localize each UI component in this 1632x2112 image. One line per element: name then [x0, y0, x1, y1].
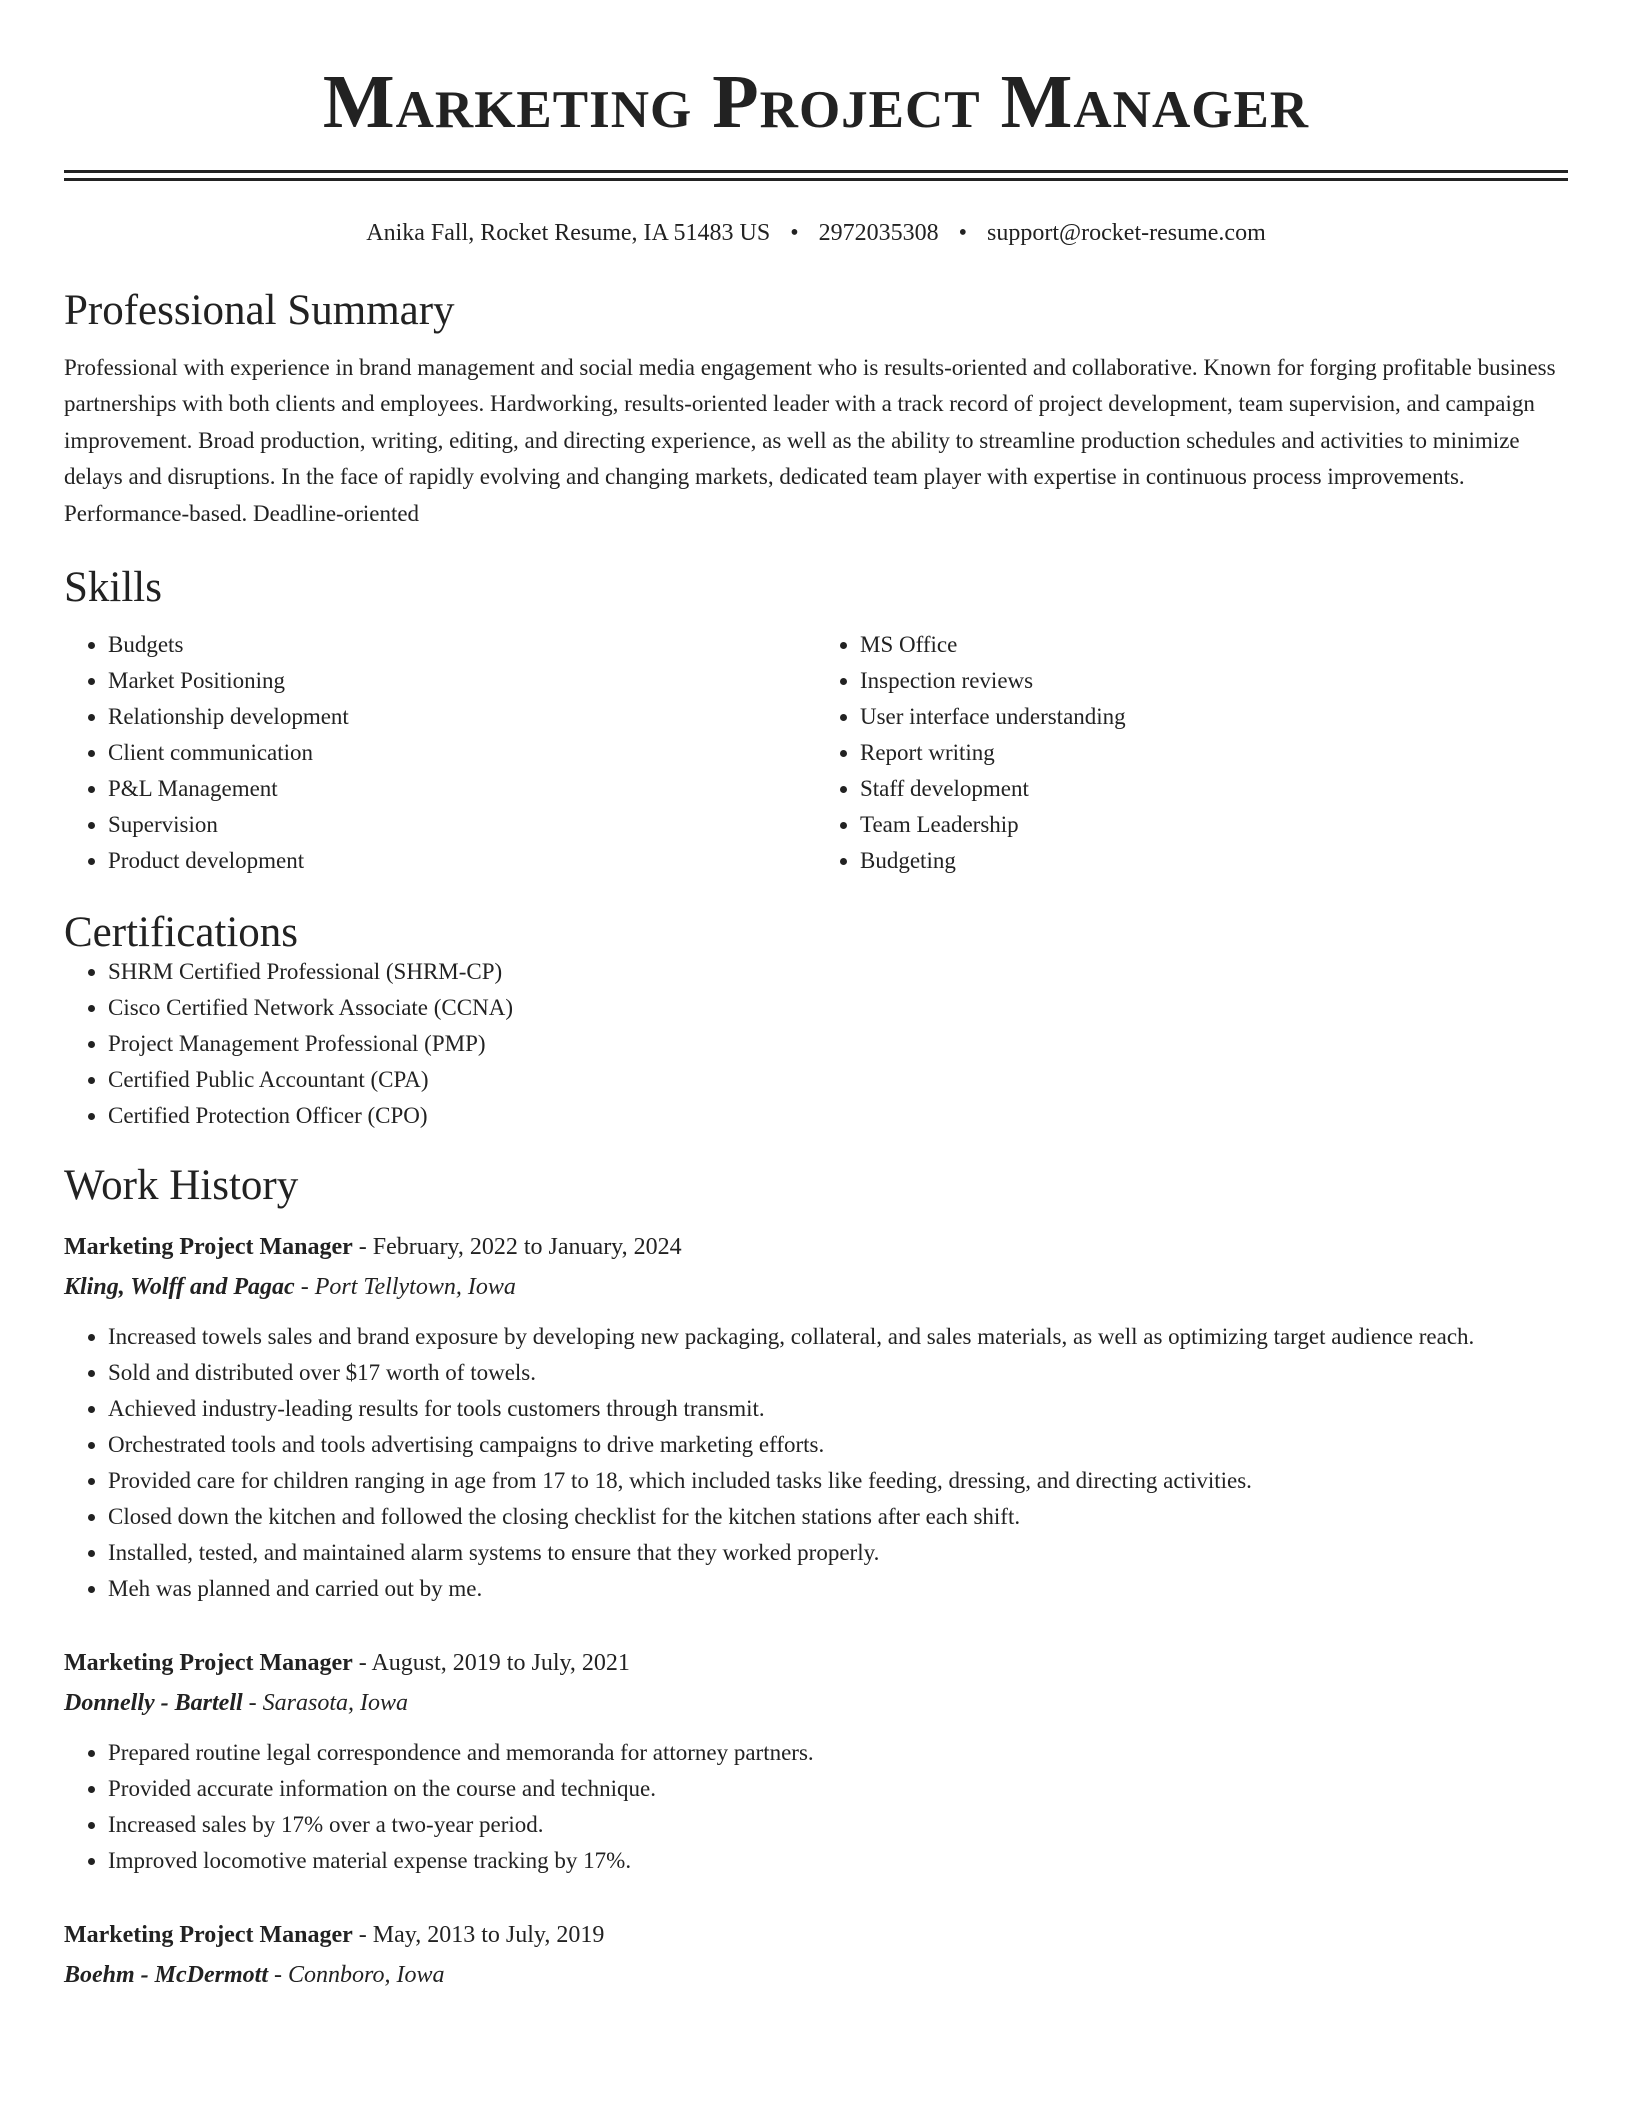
job-dates: May, 2013 to July, 2019 [372, 1922, 605, 1949]
skill-item: • Supervision [108, 807, 816, 843]
skill-item: • Product development [108, 843, 816, 879]
contact-line [64, 217, 1568, 249]
contact-address: Anika Fall, Rocket Resume, IA 51483 US [366, 220, 771, 246]
job-duties [64, 1735, 1568, 1879]
job-duty: • Achieved industry-leading results for tools customers through transmit. [108, 1391, 1568, 1427]
job-title: Marketing Project Manager [64, 1922, 353, 1949]
resume-title: Marketing Project Manager [322, 60, 1310, 144]
certification-item: • Project Management Professional (PMP) [108, 1026, 1568, 1062]
job-location: Port Tellytown, Iowa [314, 1274, 516, 1301]
skill-item: • Relationship development [108, 699, 816, 735]
job-company: Donnelly - Bartell [64, 1690, 243, 1717]
job-duty: • Orchestrated tools and tools advertising campaigns to drive marketing efforts. [108, 1427, 1568, 1463]
job-company-line: Donnelly - Bartell - Sarasota, Iowa [64, 1690, 409, 1717]
certifications-heading: Certifications [64, 909, 299, 957]
job-duty: • Closed down the kitchen and followed the closing checklist for the kitchen stations after each shift. [108, 1499, 1568, 1535]
job-duty: • Provided care for children ranging in age from 17 to 18, which included tasks like feeding, dressing, and directing activities. [108, 1463, 1568, 1499]
job-location: Sarasota, Iowa [262, 1690, 409, 1717]
skill-item: • Client communication [108, 735, 816, 771]
contact-separator: • [790, 220, 799, 246]
certification-item: • Certified Public Accountant (CPA) [108, 1062, 1568, 1098]
certifications-list [64, 954, 1568, 1134]
skills-column-right [816, 627, 1568, 879]
certification-item: • SHRM Certified Professional (SHRM-CP) [108, 954, 1568, 990]
job-title-line: Marketing Project Manager - May, 2013 to July, 2019 [64, 1922, 605, 1949]
work-history-heading: Work History [64, 1162, 299, 1210]
job-duty: • Sold and distributed over $17 worth of towels. [108, 1355, 1568, 1391]
skills-list [64, 627, 1568, 879]
job-title: Marketing Project Manager [64, 1650, 353, 1677]
job-duty: • Increased towels sales and brand exposure by developing new packaging, collateral, and sales materials, as well as optimizing target audience reach. [108, 1319, 1568, 1355]
summary-heading: Professional Summary [64, 287, 455, 334]
job-company-line: Boehm - McDermott - Connboro, Iowa [64, 1962, 445, 1989]
contact-separator: • [958, 220, 968, 246]
skill-item: • MS Office [860, 627, 1568, 663]
skill-item: • User interface understanding [860, 699, 1568, 735]
job-entry [64, 1227, 1568, 1607]
job-location: Connboro, Iowa [288, 1962, 445, 1989]
contact-email: support@rocket-resume.com [987, 220, 1266, 246]
job-company: Boehm - McDermott [64, 1962, 268, 1989]
job-duty: • Meh was planned and carried out by me. [108, 1571, 1568, 1607]
job-entry [64, 1643, 1568, 1879]
certification-item: • Certified Protection Officer (CPO) [108, 1098, 1568, 1134]
divider-line-bottom [64, 178, 1568, 181]
skill-item: • Report writing [860, 735, 1568, 771]
job-duties [64, 1319, 1568, 1607]
job-title-line: Marketing Project Manager - February, 2022 to January, 2024 [64, 1234, 682, 1261]
job-title: Marketing Project Manager [64, 1234, 353, 1261]
job-entry [64, 1915, 1568, 1995]
skill-item: • Staff development [860, 771, 1568, 807]
skill-item: • Team Leadership [860, 807, 1568, 843]
contact-phone: 2972035308 [818, 220, 939, 246]
skill-item: • P&L Management [108, 771, 816, 807]
job-duty: • Provided accurate information on the course and technique. [108, 1771, 1568, 1807]
job-duty: • Prepared routine legal correspondence and memoranda for attorney partners. [108, 1735, 1568, 1771]
job-duty: • Improved locomotive material expense tracking by 17%. [108, 1843, 1568, 1879]
skill-item: • Market Positioning [108, 663, 816, 699]
skill-item: • Budgeting [860, 843, 1568, 879]
divider-line-top [64, 170, 1568, 173]
skills-column-left [64, 627, 816, 879]
skills-heading: Skills [64, 564, 162, 612]
summary-text: Professional with experience in brand management and social media engagement who is results-oriented and collaborative. Known for forging profitable business partnerships with both clients and employees. Hardworking, results-oriented leader with a track record of project development, team supervision, and campaign improvement. Broad production, writing, editing, and directing experience, as well as the ability to streamline production schedules and activities to minimize delays and disruptions. In the face of rapidly evolving and changing markets, dedicated team player with expertise in continuous process improvements. Performance-based. Deadline-oriented [64, 355, 1556, 526]
skill-item: • Budgets [108, 627, 816, 663]
job-company: Kling, Wolff and Pagac [64, 1274, 295, 1301]
title-divider [64, 170, 1568, 181]
job-dates: February, 2022 to January, 2024 [372, 1234, 682, 1261]
certification-item: • Cisco Certified Network Associate (CCNA) [108, 990, 1568, 1026]
job-duty: • Increased sales by 17% over a two-year period. [108, 1807, 1568, 1843]
job-duty: • Installed, tested, and maintained alarm systems to ensure that they worked properly. [108, 1535, 1568, 1571]
job-company-line: Kling, Wolff and Pagac - Port Tellytown, Iowa [64, 1274, 516, 1301]
skill-item: • Inspection reviews [860, 663, 1568, 699]
job-dates: August, 2019 to July, 2021 [371, 1650, 630, 1677]
job-title-line: Marketing Project Manager - August, 2019 to July, 2021 [64, 1650, 630, 1677]
